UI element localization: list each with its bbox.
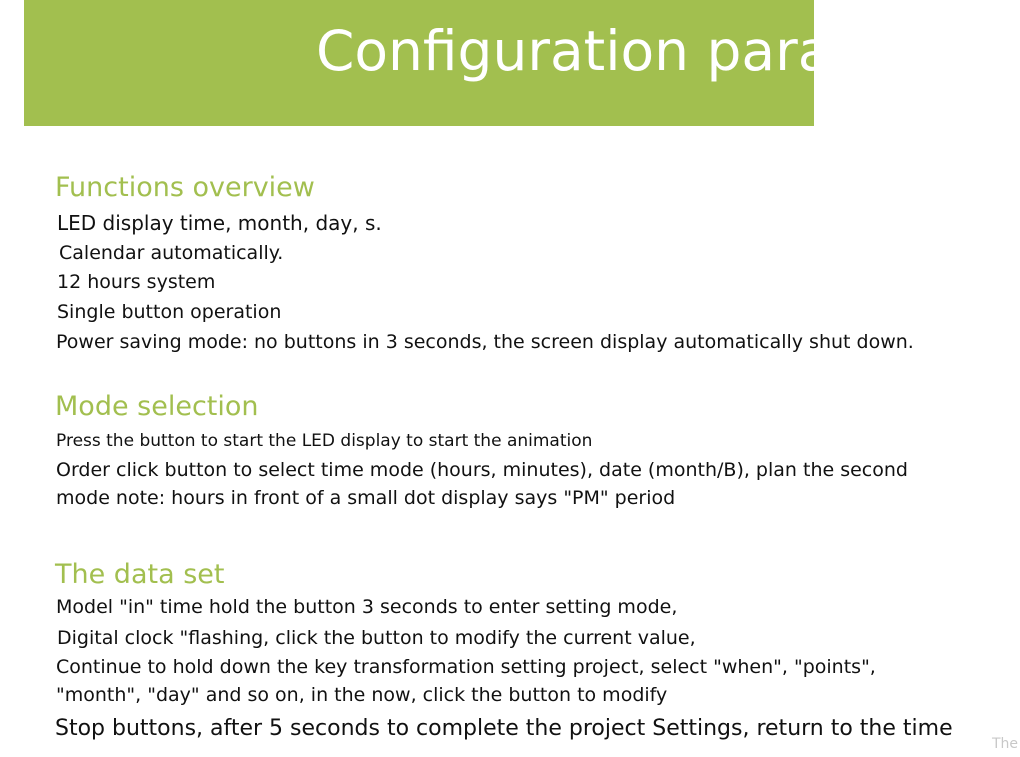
mode-line-2: Order click button to select time mode (hours, minutes), date (month/B), plan the second	[56, 459, 908, 481]
dataset-line-1: Model "in" time hold the button 3 seconds to enter setting mode,	[56, 596, 678, 618]
functions-overview-heading: Functions overview	[55, 172, 315, 203]
dataset-line-3: Continue to hold down the key transformation setting project, select "when", "points",	[56, 656, 876, 678]
mode-line-3: mode note: hours in front of a small dot display says "PM" period	[56, 487, 676, 509]
data-set-heading: The data set	[55, 559, 225, 590]
dataset-line-2: Digital clock "flashing, click the button to modify the current value,	[57, 627, 696, 649]
footer-watermark: The	[992, 736, 1019, 752]
functions-line-5: Power saving mode: no buttons in 3 seconds, the screen display automatically shut down.	[56, 331, 914, 353]
slide-title: Configuration param	[316, 19, 885, 83]
dataset-line-4: "month", "day" and so on, in the now, click the button to modify	[56, 684, 668, 706]
title-banner	[24, 0, 885, 126]
dataset-line-5: Stop buttons, after 5 seconds to complete the project Settings, return to the time	[55, 716, 953, 741]
functions-line-4: Single button operation	[57, 301, 282, 323]
functions-line-3: 12 hours system	[57, 271, 216, 293]
functions-line-1: LED display time, month, day, s.	[57, 211, 382, 235]
mode-line-1: Press the button to start the LED display to start the animation	[56, 431, 593, 451]
functions-line-2: Calendar automatically.	[59, 242, 284, 264]
mode-selection-heading: Mode selection	[55, 391, 259, 422]
